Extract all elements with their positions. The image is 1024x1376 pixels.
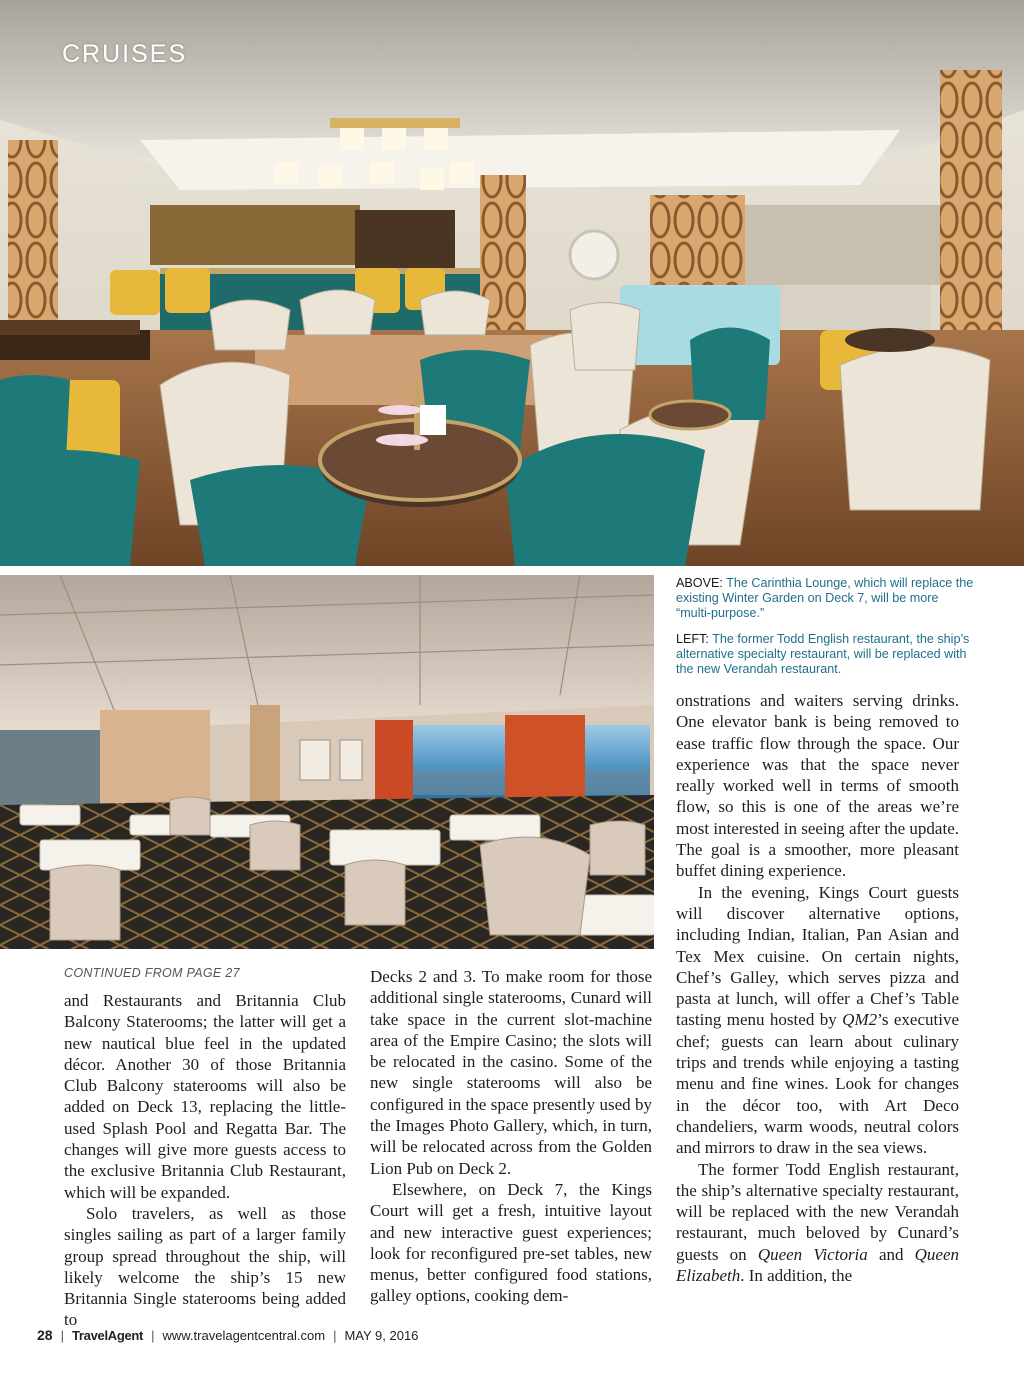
footer-separator: | (333, 1327, 337, 1343)
page-footer (37, 1327, 418, 1343)
publication-brand: TravelAgent (71, 1327, 144, 1343)
article-paragraph: Solo travelers, as well as those singles sailing as part of a larger family group spread throughout the ship, will likely welcome the ship’s 15 new Britannia Single staterooms being added to (64, 1203, 346, 1330)
caption-above (676, 576, 976, 621)
article-paragraph: Decks 2 and 3. To make room for those additional single staterooms, Cunard will take space in the current slot-machine area of the Empire Casino; the slots will be relocated in the casino. Some of the new single staterooms will also be configured in the space presently used by the Images Photo Gallery, which, in turn, will be relocated across from the Golden Lion Pub on Deck 2. (370, 967, 652, 1178)
article-paragraph: Elsewhere, on Deck 7, the Kings Court will get a fresh, intuitive layout and new interactive guest experiences; look for reconfigured pre-set tables, new menus, better configured food stations, galley options, cooking dem- (370, 1179, 652, 1306)
caption-left-text: The former Todd English restaurant, the ship’s alternative specialty restaurant, will be replaced with the new Verandah restaurant. (676, 632, 970, 676)
ship-name: Queen Victoria (757, 1244, 868, 1264)
article-column-3 (676, 690, 959, 1286)
carinthia-lounge-photo (0, 0, 1024, 566)
section-label: CRUISES (62, 40, 188, 68)
text-run: and (867, 1244, 915, 1264)
caption-left-lead: LEFT: (676, 632, 709, 646)
continued-from-label: CONTINUED FROM PAGE 27 (64, 966, 240, 980)
text-run: The former Todd English restaurant, the ship’s alternative specialty restaurant, will be replaced with the new Verandah restaurant, much beloved by Cunard’s guests on (676, 1159, 959, 1264)
text-run: In the evening, Kings Court guests will discover alternative options, including Indian, Italian, Pan Asian and Tex Mex cuisine. On certain nights, Chef’s Galley, which serves pizza and pasta at lunch, will offer a Chef’s Table tasting menu hosted by (676, 882, 959, 1030)
publication-url: www.travelagentcentral.com (162, 1327, 326, 1343)
article-paragraph: and Restaurants and Britannia Club Balcony Staterooms; the latter will get a new nautical blue feel in the updated décor. Another 30 of those Britannia Club Balcony staterooms will also be added on Deck 13, replacing the little-used Splash Pool and Regatta Bar. The changes will give more guests access to the exclusive Britannia Club Restaurant, which will be expanded. (64, 991, 346, 1202)
caption-above-lead: ABOVE: (676, 576, 723, 590)
verandah-restaurant-photo (0, 575, 654, 949)
text-run: . In addition, the (740, 1266, 853, 1286)
caption-left (676, 632, 976, 677)
article-column-1 (64, 990, 346, 1331)
article-column-2 (370, 966, 652, 1307)
ship-name: QM2 (842, 1010, 878, 1030)
ship-name: Queen Elizabeth (676, 1244, 960, 1286)
article-paragraph (676, 882, 959, 1159)
text-run: ’s executive chef; guests can learn about culinary trips and trends while enjoying a tasting menu and fine wines. Look for changes in the décor too, with Art Deco chandeliers, warm woods, neutral colors and mirrors to draw in the sea views. (676, 1010, 960, 1158)
article-paragraph: onstrations and waiters serving drinks. One elevator bank is being removed to ease traffic flow through the space. Our experience was that the space never really worked well in terms of smooth flow, so this is one of the areas we’re most interested in seeing after the update. The goal is a smoother, more pleasant buffet dining experience. (676, 691, 959, 881)
footer-separator: | (151, 1327, 155, 1343)
article-paragraph (676, 1159, 959, 1287)
footer-separator: | (60, 1327, 64, 1343)
caption-above-text: The Carinthia Lounge, which will replace the existing Winter Garden on Deck 7, will be more “multi-purpose.” (676, 576, 974, 620)
issue-date: MAY 9, 2016 (344, 1327, 419, 1343)
page-number: 28 (37, 1327, 53, 1343)
